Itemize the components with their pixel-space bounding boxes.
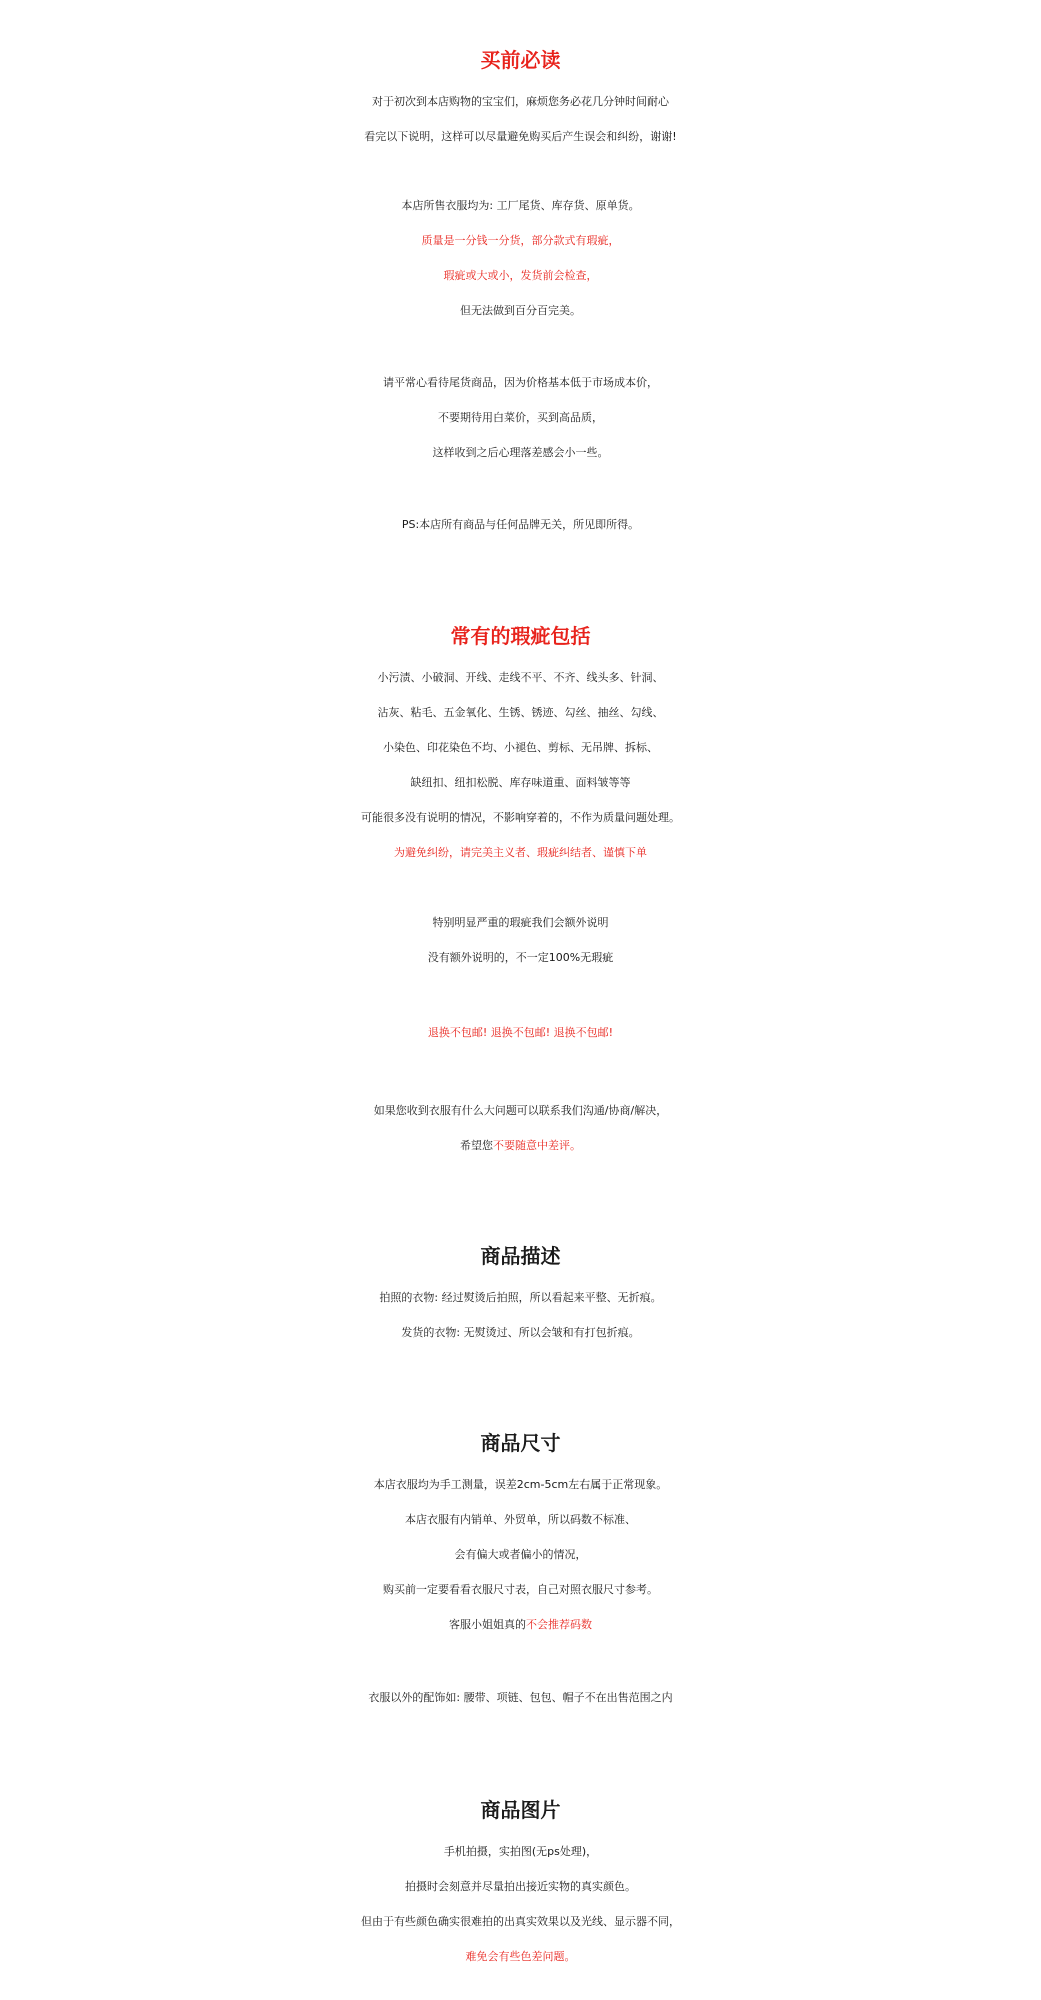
section-title-must-read: 买前必读 [480,48,561,72]
description-line-1: 拍照的衣物: 经过熨烫后拍照，所以看起来平整、无折痕。 [379,1291,662,1304]
section-title-description: 商品描述 [480,1244,561,1268]
size-line-3: 会有偏大或者偏小的情况， [454,1548,587,1561]
accessories-line: 衣服以外的配饰如: 腰带、项链、包包、帽子不在出售范围之内 [368,1691,673,1704]
intro-line-1: 对于初次到本店购物的宝宝们，麻烦您务必花几分钟时间耐心 [372,95,669,108]
hope-line [0,1128,1041,1164]
service-prefix: 客服小姐姐真的 [449,1618,526,1631]
images-line-3: 但由于有些颜色确实很难拍的出真实效果以及光线、显示器不同， [361,1915,680,1928]
size-line-4: 购买前一定要看看衣服尺寸表，自己对照衣服尺寸参考。 [383,1583,658,1596]
hope-red-text: 不要随意中差评。 [493,1139,581,1152]
quality-line-3: 但无法做到百分百完美。 [460,304,581,317]
quality-warning-line-1: 质量是一分钱一分货，部分款式有瑕疵， [421,234,620,247]
ps-line: PS:本店所有商品与任何品牌无关，所见即所得。 [401,518,640,531]
mindset-line-2: 不要期待用白菜价，买到高品质， [438,411,603,424]
mindset-line-1: 请平常心看待尾货商品，因为价格基本低于市场成本价， [383,376,658,389]
notice-line-1: 特别明显严重的瑕疵我们会额外说明 [432,916,609,929]
hope-prefix: 希望您 [460,1139,493,1152]
goods-type-line: 本店所售衣服均为: 工厂尾货、库存货、原单货。 [401,199,640,212]
size-line-1: 本店衣服均为手工测量，误差2cm-5cm左右属于正常现象。 [373,1478,668,1491]
defects-line-3: 小染色、印花染色不均、小褪色、剪标、无吊牌、拆标、 [383,741,658,754]
images-line-2: 拍摄时会刻意并尽量拍出接近实物的真实颜色。 [405,1880,636,1893]
defects-warning-line: 为避免纠纷，请完美主义者、瑕疵纠结者、谨慎下单 [394,846,647,859]
description-line-2: 发货的衣物: 无熨烫过、所以会皱和有打包折痕。 [401,1326,640,1339]
section-title-defects: 常有的瑕疵包括 [450,624,591,648]
images-line-1: 手机拍摄，实拍图(无ps处理)， [443,1845,598,1858]
contact-line: 如果您收到衣服有什么大问题可以联系我们沟通/协商/解决， [373,1104,668,1117]
defects-line-5: 可能很多没有说明的情况，不影响穿着的，不作为质量问题处理。 [361,811,680,824]
mindset-line-3: 这样收到之后心理落差感会小一些。 [432,446,609,459]
quality-warning-line-2: 瑕疵或大或小，发货前会检查， [443,269,598,282]
service-red-text: 不会推荐码数 [526,1618,592,1631]
size-service-line [0,1607,1041,1643]
section-title-images: 商品图片 [480,1798,561,1822]
return-policy-line: 退换不包邮! 退换不包邮! 退换不包邮! [427,1026,614,1039]
defects-line-1: 小污渍、小破洞、开线、走线不平、不齐、线头多、针洞、 [377,671,664,684]
section-title-size: 商品尺寸 [480,1431,561,1455]
size-line-2: 本店衣服有内销单、外贸单，所以码数不标准、 [405,1513,636,1526]
notice-line-2: 没有额外说明的，不一定100%无瑕疵 [427,951,614,964]
defects-line-2: 沾灰、粘毛、五金氧化、生锈、锈迹、勾丝、抽丝、勾线、 [377,706,664,719]
color-difference-line: 难免会有些色差问题。 [465,1950,576,1963]
defects-line-4: 缺纽扣、纽扣松脱、库存味道重、面料皱等等 [410,776,631,789]
intro-line-2: 看完以下说明，这样可以尽量避免购买后产生误会和纠纷，谢谢! [364,130,677,143]
